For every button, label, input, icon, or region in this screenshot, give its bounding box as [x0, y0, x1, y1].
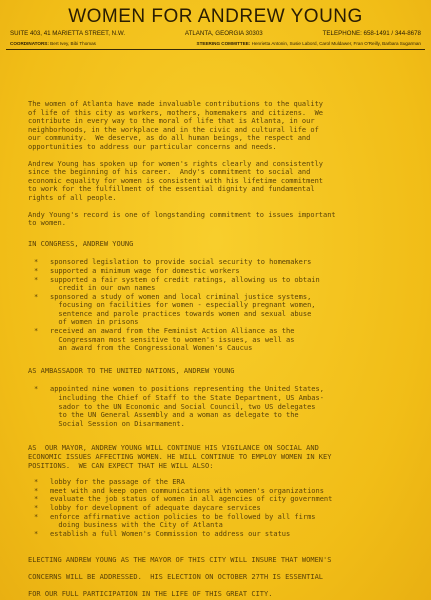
list-item: * establish a full Women's Commission to address our status [28, 530, 411, 539]
street-address: SUITE 403, 41 MARIETTA STREET, N.W. [10, 30, 126, 37]
list-item: * lobby for the passage of the ERA [28, 478, 411, 487]
steering-names: Henrietta Antonin, Susie Labord, Carol Muldawer, Fran O'Reilly, Barbara Sugarman [251, 41, 421, 46]
mayor-heading: AS OUR MAYOR, ANDREW YOUNG WILL CONTINUE HIS VIGILANCE ON SOCIAL AND ECONOMIC ISSUES AFFECTING WOMEN. HE WILL CONTINUE TO EMPLOY WOMEN IN KEY POSITIONS. WE CAN EXPECT THAT HE WILL ALSO: [28, 444, 332, 470]
list-item: * sponsored legislation to provide social security to homemakers [28, 258, 411, 267]
list-item: * sponsored a study of women and local criminal justice systems, focusing on facilities for women - especially pregnant women, sentence and parole practices towards women and sexual abuse of women in prisons [28, 293, 411, 327]
list-item: * lobby for development of adequate daycare services [28, 504, 411, 513]
list-item: * enforce affirmative action policies to be followed by all firms doing business with the City of Atlanta [28, 513, 411, 530]
steering-label: STEERING COMMITTEE: [196, 41, 251, 46]
page-title: WOMEN FOR ANDREW YOUNG [68, 6, 363, 27]
list-item: * evaluate the job status of women in all agencies of city government [28, 495, 411, 504]
list-item: * appointed nine women to positions representing the United States, including the Chief of Staff to the State Department, US Ambas- sador to the UN Economic and Social Council, two US delegates to the UN General Assembly and a woman as delegate to the Social Session on Disarmament. [28, 385, 411, 428]
closing-line: CONCERNS WILL BE ADDRESSED. HIS ELECTION ON OCTOBER 27TH IS ESSENTIAL [28, 572, 324, 581]
intro-paragraph: Andrew Young has spoken up for women's rights clearly and consistently since the beginning of his career. Andy's commitment to social and economic equality for women is consistent with his lifetime commitment to work for the fulfillment of the essential dignity and fundamental rights of all people. [28, 159, 324, 202]
coordinators-label: COORDINATORS: [10, 41, 49, 46]
coordinators [10, 41, 96, 46]
list-item: * supported a fair system of credit ratings, allowing us to obtain credit in our own names [28, 276, 411, 293]
city-address: ATLANTA, GEORGIA 30303 [184, 30, 263, 37]
flyer-body [0, 50, 431, 538]
coordinators-names: Bert Ivey, Bibi Thomas [50, 41, 96, 46]
address-row [10, 30, 421, 37]
ambassador-heading: AS AMBASSADOR TO THE UNITED NATIONS, ANDREW YOUNG [28, 366, 235, 375]
letterhead [0, 0, 431, 46]
steering-committee [197, 41, 421, 46]
list-item: * meet with and keep open communications with women's organizations [28, 487, 411, 496]
congress-heading: IN CONGRESS, ANDREW YOUNG [28, 239, 134, 248]
list-item: * supported a minimum wage for domestic workers [28, 267, 411, 276]
congress-list [28, 258, 411, 353]
committee-row [10, 41, 421, 46]
intro-paragraph: Andy Young's record is one of longstanding commitment to issues important to women. [28, 210, 336, 228]
closing-statement [0, 556, 431, 598]
intro-paragraph: The women of Atlanta have made invaluable contributions to the quality of life of this city as workers, mothers, homemakers and citizens. We contribute in every way to the moral of life that is Atlanta, in our neighborhoods, in the workplace and in the civic and cultural life of our community. We deserve, as do all human beings, the respect and opportunities to address our particular concerns and needs. [28, 100, 324, 151]
closing-line: FOR OUR FULL PARTICIPATION IN THE LIFE OF THIS GREAT CITY. [28, 589, 273, 598]
telephone: TELEPHONE: 658-1491 / 344-8678 [322, 30, 421, 37]
closing-line: ELECTING ANDREW YOUNG AS THE MAYOR OF THIS CITY WILL INSURE THAT WOMEN'S [28, 556, 332, 565]
list-item: * received an award from the Feminist Action Alliance as the Congressman most sensitive to women's issues, as well as an award from the Congressional Women's Caucus [28, 327, 411, 353]
mayor-list [28, 478, 411, 538]
ambassador-list [28, 385, 411, 428]
